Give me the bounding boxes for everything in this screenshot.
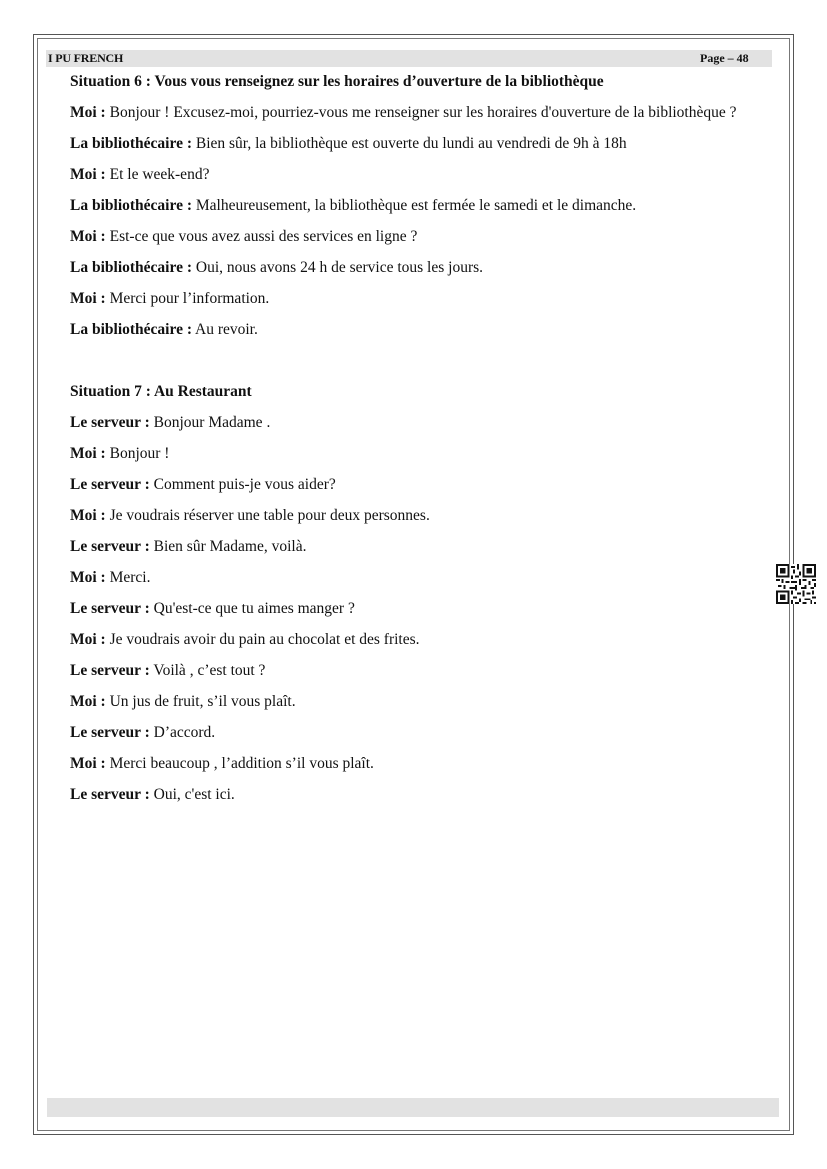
dialogue-line (70, 283, 760, 314)
speaker: La bibliothécaire : (70, 197, 192, 214)
utterance: Voilà , c’est tout ? (149, 662, 266, 679)
utterance: Au revoir. (192, 321, 258, 338)
speaker: Moi : (70, 569, 106, 586)
utterance: Comment puis-je vous aider? (149, 476, 336, 493)
utterance: Bonjour Madame . (149, 414, 271, 431)
utterance: Un jus de fruit, s’il vous plaît. (105, 693, 296, 710)
speaker: Moi : (70, 104, 106, 121)
utterance: Je voudrais avoir du pain au chocolat et des frites. (105, 631, 420, 648)
speaker: Le serveur : (70, 414, 150, 431)
dialogue-line (70, 190, 760, 221)
speaker: Le serveur : (70, 724, 150, 741)
dialogue-line (70, 407, 760, 438)
situation-6-title: Situation 6 : Vous vous renseignez sur les horaires d’ouverture de la bibliothèque (70, 73, 604, 90)
speaker: La bibliothécaire : (70, 135, 192, 152)
speaker: Le serveur : (70, 476, 150, 493)
speaker: Le serveur : (70, 786, 150, 803)
utterance: Qu'est-ce que tu aimes manger ? (149, 600, 355, 617)
dialogue-line (70, 128, 760, 159)
speaker: Moi : (70, 290, 106, 307)
dialogue-line (70, 314, 760, 345)
dialogue-line (70, 221, 760, 252)
utterance: Merci beaucoup , l’addition s’il vous plaît. (105, 755, 374, 772)
dialogue-line (70, 686, 760, 717)
dialogue-line (70, 593, 760, 624)
dialogue-line (70, 438, 760, 469)
utterance: D’accord. (149, 724, 216, 741)
speaker: Moi : (70, 693, 106, 710)
dialogue-line (70, 500, 760, 531)
speaker: La bibliothécaire : (70, 321, 192, 338)
utterance: Oui, nous avons 24 h de service tous les jours. (192, 259, 484, 276)
qr-code-icon[interactable] (776, 564, 816, 604)
utterance: Est-ce que vous avez aussi des services en ligne ? (105, 228, 418, 245)
dialogue-line (70, 655, 760, 686)
dialogue-line (70, 97, 760, 128)
speaker: Le serveur : (70, 600, 150, 617)
speaker: Moi : (70, 166, 106, 183)
dialogue-line (70, 624, 760, 655)
speaker: Moi : (70, 755, 106, 772)
footer-band (47, 1098, 779, 1117)
dialogue-line (70, 562, 760, 593)
utterance: Merci pour l’information. (105, 290, 270, 307)
utterance: Bien sûr Madame, voilà. (149, 538, 307, 555)
speaker: Moi : (70, 507, 106, 524)
dialogue-line (70, 779, 760, 810)
header-page-number: Page – 48 (700, 51, 749, 65)
document-content (70, 66, 760, 810)
dialogue-line (70, 531, 760, 562)
dialogue-line (70, 159, 760, 190)
utterance: Malheureusement, la bibliothèque est fermée le samedi et le dimanche. (192, 197, 637, 214)
header-subject: I PU FRENCH (48, 51, 124, 65)
speaker: Le serveur : (70, 538, 150, 555)
dialogue-line (70, 717, 760, 748)
utterance: Et le week-end? (105, 166, 210, 183)
dialogue-line (70, 252, 760, 283)
header-band (46, 50, 772, 67)
speaker: Moi : (70, 445, 106, 462)
section-spacer (70, 345, 760, 376)
speaker: Le serveur : (70, 662, 150, 679)
speaker: Moi : (70, 228, 106, 245)
speaker: Moi : (70, 631, 106, 648)
utterance: Bonjour ! (105, 445, 170, 462)
utterance: Oui, c'est ici. (149, 786, 235, 803)
dialogue-line (70, 469, 760, 500)
utterance: Bien sûr, la bibliothèque est ouverte du lundi au vendredi de 9h à 18h (192, 135, 627, 152)
situation-7-title: Situation 7 : Au Restaurant (70, 383, 252, 400)
dialogue-line (70, 748, 760, 779)
utterance: Je voudrais réserver une table pour deux personnes. (105, 507, 430, 524)
utterance: Bonjour ! Excusez-moi, pourriez-vous me renseigner sur les horaires d'ouverture de la bibliothèque ? (105, 104, 737, 121)
utterance: Merci. (105, 569, 151, 586)
speaker: La bibliothécaire : (70, 259, 192, 276)
